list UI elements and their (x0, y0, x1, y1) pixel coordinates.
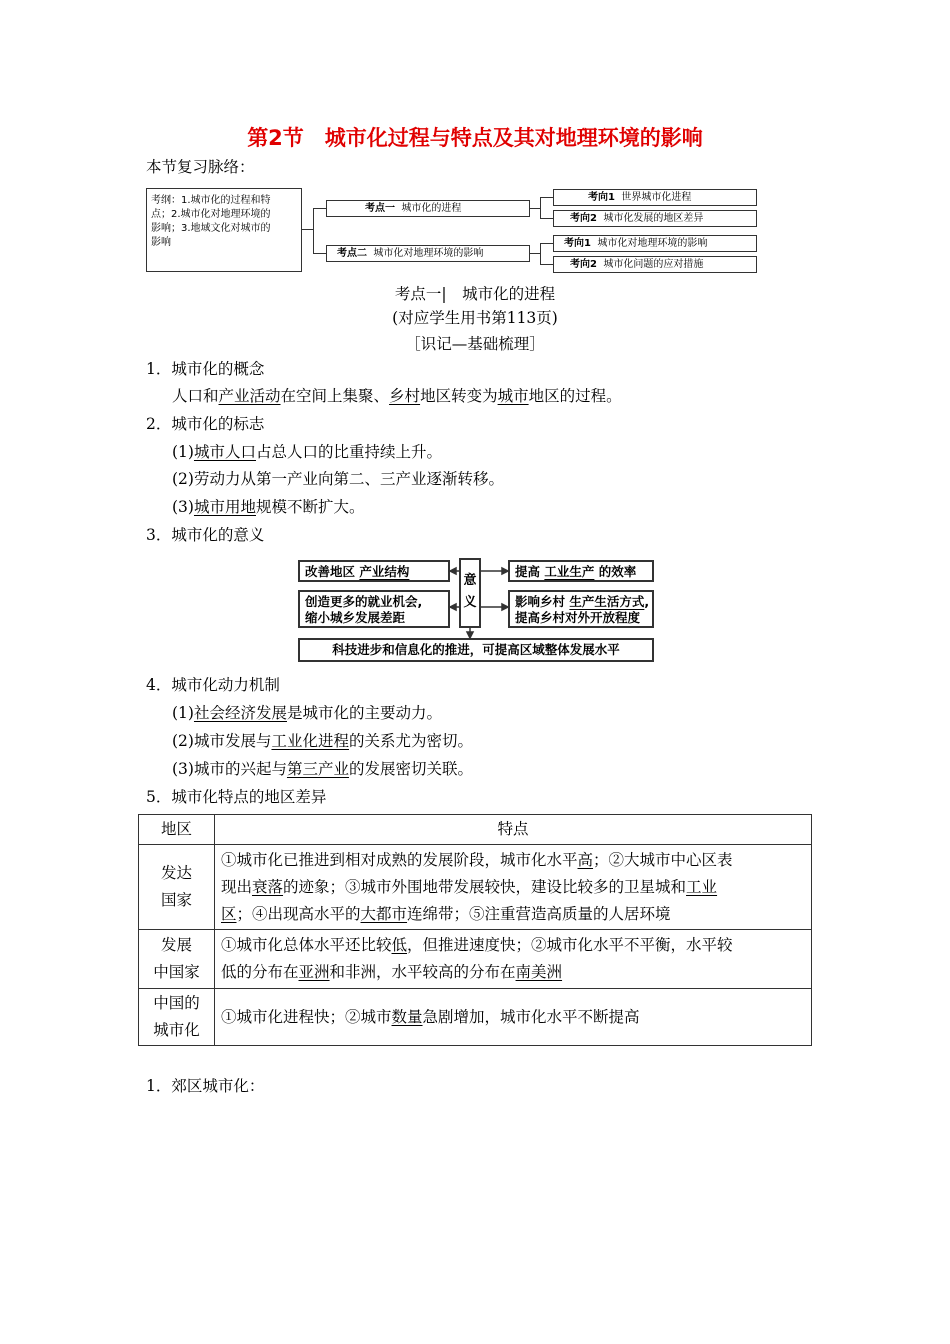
item-2-c: (3)城市用地规模不断扩大。 (172, 498, 365, 516)
page-title: 第2节 城市化过程与特点及其对地理环境的影响 (247, 126, 703, 150)
meaning-left2: 创造更多的就业机会, 缩小城乡发展差距 (298, 590, 450, 628)
table-row (139, 845, 812, 930)
table-cell-features: ①城市化已推进到相对成熟的发展阶段，城市化水平高；②大城市中心区表 现出衰落的迹象；③城市外围地带发展较快，建设比较多的卫星城和工业 区；④出现高水平的大都市连绵带；⑤注重营造高质量的人居环境 (215, 845, 812, 930)
outline-dir1a-box: 考向1 世界城市化进程 (553, 189, 757, 206)
meaning-left1: 改善地区 产业结构 (298, 560, 450, 582)
table-cell-features: ①城市化总体水平还比较低，但推进速度快；②城市化水平不平衡，水平较 低的分布在亚洲和非洲，水平较高的分布在南美洲 (215, 930, 812, 989)
item-4-a: (1)社会经济发展是城市化的主要动力。 (172, 704, 442, 722)
table-row (139, 930, 812, 989)
meaning-right2: 影响乡村 生产生活方式, 提高乡村对外开放程度 (508, 590, 654, 628)
item-2-a: (1)城市人口占总人口的比重持续上升。 (172, 443, 442, 461)
meaning-right1: 提高 工业生产 的效率 (508, 560, 654, 582)
table-cell-region: 中国的 城市化 (139, 989, 215, 1046)
meaning-bottom: 科技进步和信息化的推进，可提高区域整体发展水平 (298, 638, 654, 662)
table-row (139, 989, 812, 1046)
table-cell-features: ①城市化进程快；②城市数量急剧增加，城市化水平不断提高 (215, 989, 812, 1046)
outline-dir2b-box: 考向2 城市化问题的应对措施 (553, 256, 757, 273)
section-heading: 考点一| 城市化的进程 (394, 285, 556, 303)
review-label: 本节复习脉络： (146, 158, 255, 176)
section-ref: (对应学生用书第113页) (392, 309, 558, 327)
item-1-heading: 1．城市化的概念 (146, 360, 265, 378)
item-5-heading: 5．城市化特点的地区差异 (146, 788, 327, 806)
footer-item: 1．郊区城市化： (146, 1077, 265, 1095)
region-table (138, 814, 812, 1046)
item-2-b: (2)劳动力从第一产业向第二、三产业逐渐转移。 (172, 470, 504, 488)
item-2-heading: 2．城市化的标志 (146, 415, 265, 433)
table-header-row (139, 815, 812, 845)
table-header-features: 特点 (215, 815, 812, 845)
table-cell-region: 发展 中国家 (139, 930, 215, 989)
meaning-arrows (440, 560, 520, 640)
outline-kaogang-box: 考纲：1.城市化的过程和特 点；2.城市化对地理环境的 影响；3.地域文化对城市的 影响 (146, 188, 302, 272)
outline-dir2a-box: 考向1 城市化对地理环境的影响 (553, 235, 757, 252)
outline-point1-box: 考点一 城市化的进程 (326, 200, 530, 217)
section-sub: ［识记—基础梳理］ (405, 335, 545, 353)
table-header-region: 地区 (139, 815, 215, 845)
meaning-center: 意 义 (459, 558, 481, 628)
item-4-b: (2)城市发展与工业化进程的关系尤为密切。 (172, 732, 473, 750)
table-cell-region: 发达 国家 (139, 845, 215, 930)
outline-point2-box: 考点二 城市化对地理环境的影响 (326, 245, 530, 262)
item-1-text: 人口和产业活动在空间上集聚、乡村地区转变为城市地区的过程。 (172, 387, 622, 405)
item-4-heading: 4．城市化动力机制 (146, 676, 280, 694)
item-3-heading: 3．城市化的意义 (146, 526, 265, 544)
outline-dir1b-box: 考向2 城市化发展的地区差异 (553, 210, 757, 227)
item-4-c: (3)城市的兴起与第三产业的发展密切关联。 (172, 760, 473, 778)
